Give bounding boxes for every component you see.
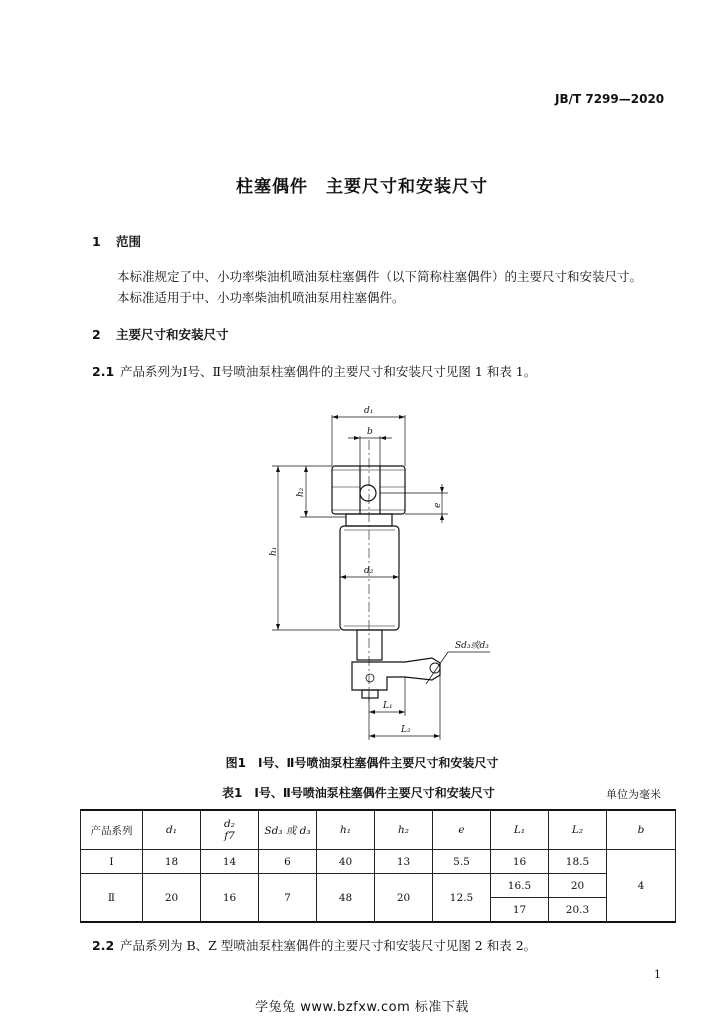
- clause-text: 产品系列为Ⅰ号、Ⅱ号喷油泵柱塞偶件的主要尺寸和安装尺寸见图 1 和表 1。: [120, 364, 537, 379]
- table-row: [81, 874, 676, 898]
- table-cell: 13: [375, 850, 433, 874]
- header-cell: e: [433, 810, 491, 850]
- dim-h1-label: h₁: [269, 546, 279, 556]
- figure-caption: 图1 Ⅰ号、Ⅱ号喷油泵柱塞偶件主要尺寸和安装尺寸: [225, 756, 499, 770]
- dim-d2-label: d₂: [364, 566, 374, 576]
- section-2-heading: [92, 325, 229, 343]
- header-cell: L₂: [549, 810, 607, 850]
- clause-number: 2.1: [92, 364, 115, 379]
- unit-note: 单位为毫米: [606, 788, 661, 801]
- section-title: 主要尺寸和安装尺寸: [116, 327, 229, 342]
- dim-h2-label: h₂: [296, 487, 306, 497]
- table-cell: 17: [491, 898, 549, 923]
- header-cell: Sd₃ 或 d₃: [259, 810, 317, 850]
- clause-2-1: [92, 362, 536, 380]
- header-cell: L₁: [491, 810, 549, 850]
- section-1-heading: [92, 232, 141, 250]
- plunger-figure: [0, 395, 724, 745]
- table-cell: 20: [375, 874, 433, 923]
- table-cell: 16.5: [491, 874, 549, 898]
- clause-text: 产品系列为 B、Z 型喷油泵柱塞偶件的主要尺寸和安装尺寸见图 2 和表 2。: [120, 938, 537, 953]
- standard-code: JB/T 7299—2020: [555, 92, 665, 106]
- dim-l1-label: L₁: [383, 701, 393, 711]
- dim-l2-label: L₂: [401, 725, 411, 735]
- table-cell: 14: [201, 850, 259, 874]
- clause-number: 2.2: [92, 938, 115, 953]
- header-line: f7: [224, 830, 235, 842]
- table-cell: 20.3: [549, 898, 607, 923]
- paragraph: 本标准适用于中、小功率柴油机喷油泵用柱塞偶件。: [117, 290, 405, 305]
- table-cell: 20: [143, 874, 201, 923]
- dim-sd3-label: Sd₃或d₃: [455, 641, 489, 651]
- dimensions-table: [80, 809, 676, 923]
- table-header-row: [81, 810, 676, 850]
- header-line: d₂: [224, 818, 235, 830]
- dim-e-label: e: [433, 502, 443, 508]
- table-cell: 18.5: [549, 850, 607, 874]
- table-cell: 16: [201, 874, 259, 923]
- document-title: 柱塞偶件 主要尺寸和安装尺寸: [236, 177, 488, 197]
- header-cell: 产品系列: [81, 810, 143, 850]
- header-cell: h₁: [317, 810, 375, 850]
- table-cell: 12.5: [433, 874, 491, 923]
- table-cell: 16: [491, 850, 549, 874]
- table-cell: 6: [259, 850, 317, 874]
- clause-2-2: [92, 936, 536, 954]
- table-cell: Ⅱ: [81, 874, 143, 923]
- header-cell: b: [607, 810, 676, 850]
- dim-d1-label: d₁: [364, 406, 374, 416]
- header-cell: h₂: [375, 810, 433, 850]
- table-cell: Ⅰ: [81, 850, 143, 874]
- table-cell: 40: [317, 850, 375, 874]
- paragraph: 本标准规定了中、小功率柴油机喷油泵柱塞偶件（以下简称柱塞偶件）的主要尺寸和安装尺寸。: [117, 269, 643, 284]
- table-row: [81, 850, 676, 874]
- section-number: 1: [92, 234, 101, 249]
- table-cell: 5.5: [433, 850, 491, 874]
- header-cell: [201, 810, 259, 850]
- table-cell: 48: [317, 874, 375, 923]
- table-cell: 20: [549, 874, 607, 898]
- table-cell: 7: [259, 874, 317, 923]
- table-caption: 表1 Ⅰ号、Ⅱ号喷油泵柱塞偶件主要尺寸和安装尺寸: [222, 786, 495, 800]
- header-cell: d₁: [143, 810, 201, 850]
- table-cell: 4: [607, 850, 676, 923]
- table-cell: 18: [143, 850, 201, 874]
- section-title: 范围: [116, 234, 142, 249]
- page-number: 1: [654, 968, 661, 981]
- section-number: 2: [92, 327, 101, 342]
- dim-b-label: b: [367, 427, 373, 437]
- footer-watermark-text: 学兔兔 www.bzfxw.com 标准下载: [255, 1000, 469, 1015]
